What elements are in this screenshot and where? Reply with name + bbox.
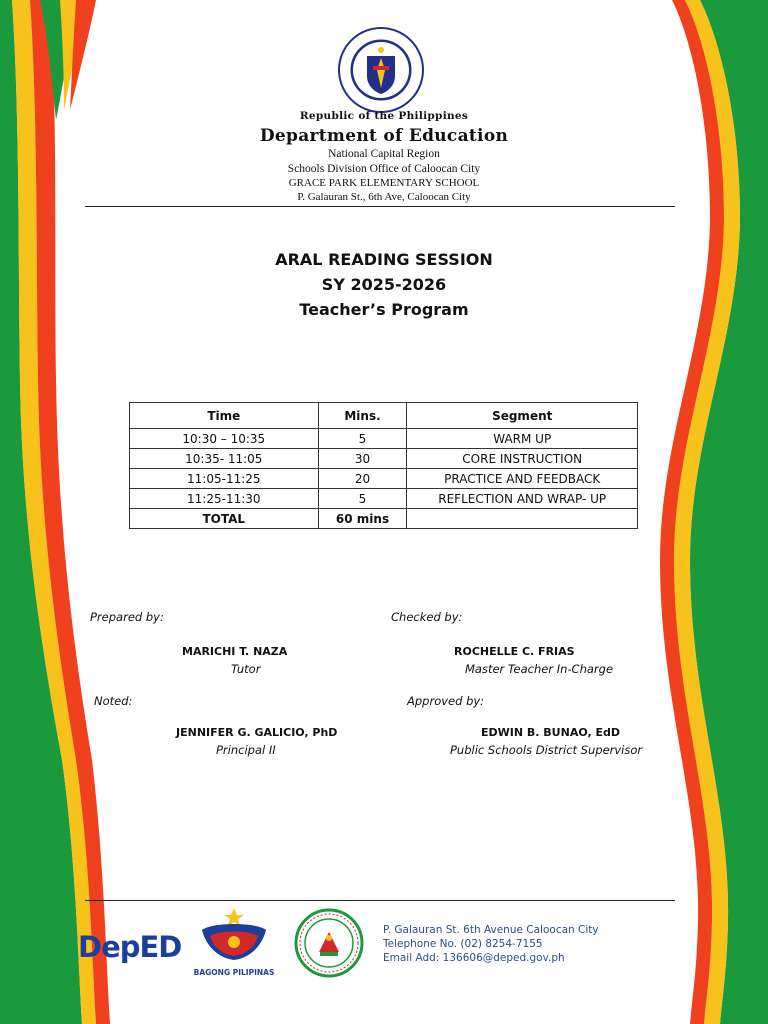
bagong-pilipinas-logo — [192, 906, 276, 978]
table-row — [130, 489, 638, 509]
checked-name: ROCHELLE C. FRIAS — [454, 645, 575, 658]
footer-address: P. Galauran St. 6th Avenue Caloocan City — [383, 924, 599, 936]
table-cell-time: 10:30 – 10:35 — [130, 429, 319, 449]
prepared-name: MARICHI T. NAZA — [182, 645, 288, 658]
title-line-1: ARAL READING SESSION — [275, 250, 493, 269]
table-total-mins: 60 mins — [318, 509, 407, 529]
table-cell-time: 11:05-11:25 — [130, 469, 319, 489]
approved-by-label: Approved by: — [407, 694, 485, 708]
footer-divider — [85, 900, 675, 901]
republic-text: Republic of the Philippines — [299, 110, 469, 122]
table-header-row — [130, 403, 638, 429]
title-line-2: SY 2025-2026 — [321, 275, 447, 294]
footer-email: Email Add: 136606@deped.gov.ph — [383, 952, 565, 964]
table-cell-mins: 30 — [318, 449, 407, 469]
deped-logo — [78, 920, 182, 974]
table-total-row — [130, 509, 638, 529]
checked-by-label: Checked by: — [391, 610, 463, 624]
bagong-pilipinas-text: BAGONG PILIPINAS — [193, 968, 275, 977]
approved-name: EDWIN B. BUNAO, EdD — [481, 726, 620, 739]
table-cell-mins: 5 — [318, 429, 407, 449]
table-row — [130, 469, 638, 489]
table-cell-time: 11:25-11:30 — [130, 489, 319, 509]
table-cell-time: 10:35- 11:05 — [130, 449, 319, 469]
table-cell-segment: WARM UP — [407, 429, 638, 449]
prepared-role: Tutor — [231, 662, 261, 676]
table-cell-mins: 20 — [318, 469, 407, 489]
table-row — [130, 449, 638, 469]
school-address: P. Galauran St., 6th Ave, Caloocan City — [297, 191, 471, 203]
table-cell-segment: CORE INSTRUCTION — [407, 449, 638, 469]
noted-role: Principal II — [216, 743, 276, 757]
department-text: Department of Education — [259, 126, 509, 146]
table-header-segment: Segment — [407, 403, 638, 429]
noted-label: Noted: — [94, 694, 133, 708]
footer-telephone: Telephone No. (02) 8254-7155 — [383, 938, 543, 950]
noted-name: JENNIFER G. GALICIO, PhD — [176, 726, 338, 739]
checked-role: Master Teacher In-Charge — [465, 662, 614, 676]
table-cell-segment: REFLECTION AND WRAP- UP — [407, 489, 638, 509]
school-name: GRACE PARK ELEMENTARY SCHOOL — [288, 177, 480, 189]
header-divider — [85, 206, 675, 207]
program-table — [129, 402, 638, 529]
prepared-by-label: Prepared by: — [90, 610, 164, 624]
approved-role: Public Schools District Supervisor — [450, 743, 643, 757]
table-cell-segment: PRACTICE AND FEEDBACK — [407, 469, 638, 489]
title-line-3: Teacher’s Program — [299, 300, 469, 319]
deped-seal-icon — [337, 26, 425, 114]
region-text: National Capital Region — [328, 148, 440, 160]
table-header-mins: Mins. — [318, 403, 407, 429]
school-seal-icon — [294, 908, 364, 978]
table-header-time: Time — [130, 403, 319, 429]
table-total-label: TOTAL — [130, 509, 319, 529]
table-row — [130, 429, 638, 449]
table-cell-mins: 5 — [318, 489, 407, 509]
deped-logo-text: DepED — [78, 930, 182, 964]
table-total-segment — [407, 509, 638, 529]
division-text: Schools Division Office of Caloocan City — [287, 163, 481, 175]
bagong-pilipinas-emblem-icon — [192, 906, 276, 964]
